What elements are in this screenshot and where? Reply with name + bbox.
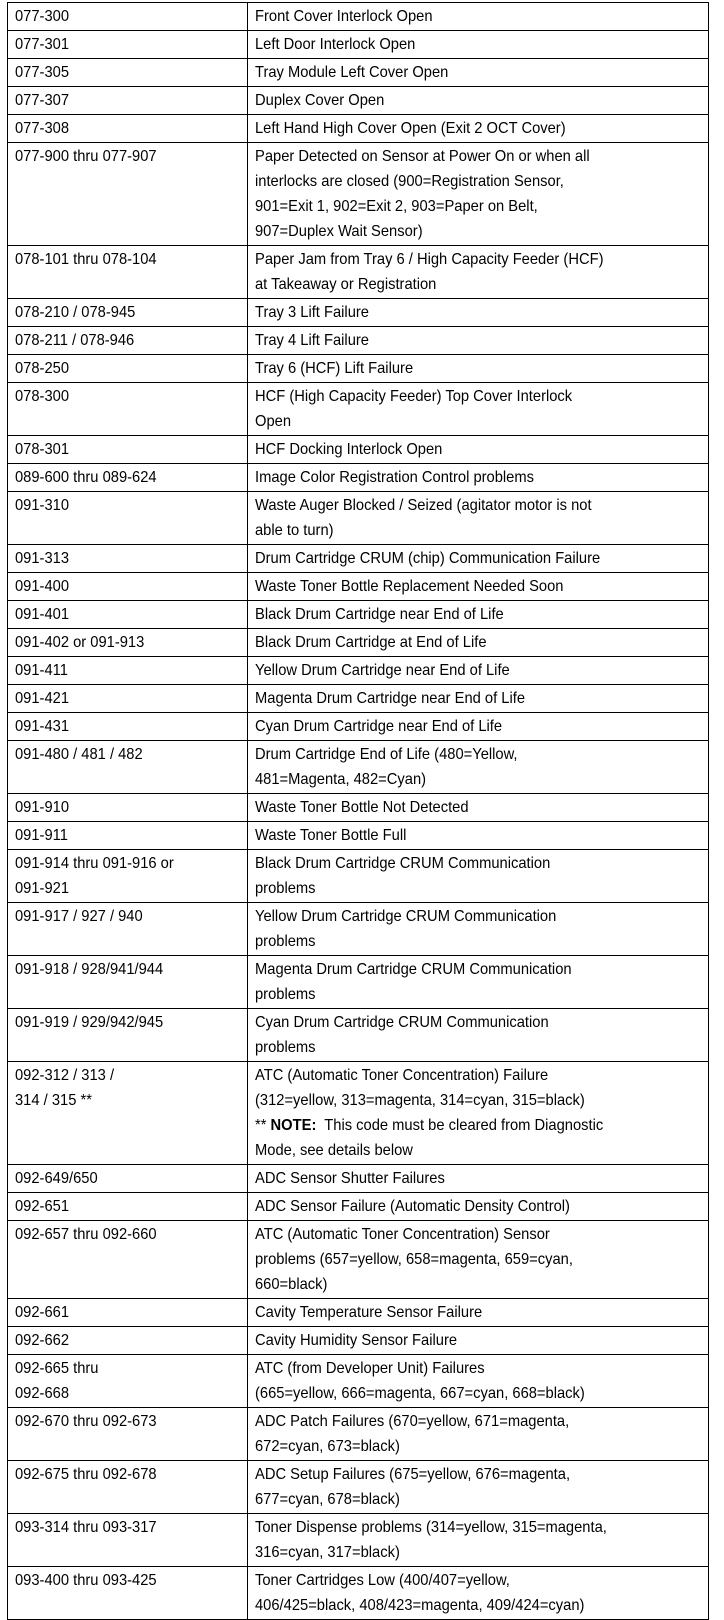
table-row [8,327,709,355]
table-row [8,713,709,741]
fault-code-cell [8,355,248,383]
fault-code-text: 091-431 [15,718,70,735]
fault-description-text: Magenta Drum Cartridge CRUM Communication [255,961,572,978]
fault-description-text: Tray 3 Lift Failure [255,304,369,321]
fault-code-cell [8,1567,248,1620]
fault-description-text: Toner Dispense problems (314=yellow, 315=magenta, [255,1519,607,1536]
fault-description-text: HCF Docking Interlock Open [255,441,443,458]
fault-description-text: Paper Detected on Sensor at Power On or when all [255,148,590,165]
table-row [8,1514,709,1567]
table-row [8,741,709,794]
fault-description-text: ATC (from Developer Unit) Failures [255,1360,485,1377]
fault-description-text: able to turn) [255,522,334,539]
fault-code-text: 093-314 thru 093-317 [15,1519,157,1536]
fault-description-cell [248,492,709,545]
fault-description-text: Cavity Humidity Sensor Failure [255,1332,458,1349]
note-label: NOTE: [270,1117,317,1134]
fault-description-text: Tray 6 (HCF) Lift Failure [255,360,414,377]
fault-code-cell [8,741,248,794]
fault-description-cell [248,713,709,741]
fault-description-text: at Takeaway or Registration [255,276,437,293]
table-row [8,573,709,601]
table-row [8,436,709,464]
fault-code-text: 314 / 315 ** [15,1092,92,1109]
fault-code-text: 093-400 thru 093-425 [15,1572,157,1589]
fault-code-cell [8,794,248,822]
fault-code-text: 092-651 [15,1198,70,1215]
fault-code-text: 091-421 [15,690,70,707]
fault-code-text: 092-675 thru 092-678 [15,1466,157,1483]
fault-description-cell [248,31,709,59]
fault-description-text: Waste Auger Blocked / Seized (agitator motor is not [255,497,592,514]
fault-description-cell [248,956,709,1009]
table-row [8,1408,709,1461]
fault-description-cell [248,1221,709,1299]
fault-description-cell [248,1514,709,1567]
table-row [8,601,709,629]
fault-code-text: 091-917 / 927 / 940 [15,908,143,925]
fault-code-text: 092-668 [15,1385,70,1402]
table-row [8,87,709,115]
fault-code-text: 091-911 [15,827,68,844]
fault-code-text: 077-301 [15,36,70,53]
note-line [255,1113,665,1138]
fault-description-cell [248,1193,709,1221]
note-text: This code must be cleared from Diagnostic [316,1117,604,1134]
table-row [8,143,709,246]
fault-description-text: Drum Cartridge CRUM (chip) Communication Failure [255,550,601,567]
fault-code-cell [8,657,248,685]
fault-code-cell [8,1355,248,1408]
table-row [8,1327,709,1355]
fault-description-cell [248,741,709,794]
fault-code-cell [8,59,248,87]
fault-code-text: 091-411 [15,662,68,679]
fault-code-cell [8,1299,248,1327]
fault-description-text: 660=black) [255,1276,328,1293]
fault-code-text: 078-301 [15,441,70,458]
fault-description-text: Tray 4 Lift Failure [255,332,369,349]
fault-code-text: 091-310 [15,497,70,514]
fault-code-cell [8,1408,248,1461]
fault-code-cell [8,903,248,956]
fault-description-text: problems [255,933,316,950]
fault-code-cell [8,822,248,850]
fault-description-text: 677=cyan, 678=black) [255,1491,400,1508]
fault-description-cell [248,327,709,355]
fault-code-text: 092-649/650 [15,1170,98,1187]
fault-description-cell [248,1355,709,1408]
fault-code-text: 091-401 [15,606,70,623]
table-row [8,956,709,1009]
fault-description-text: Black Drum Cartridge near End of Life [255,606,504,623]
fault-description-text: Left Hand High Cover Open (Exit 2 OCT Cover) [255,120,566,137]
fault-description-cell [248,115,709,143]
note-prefix: ** [255,1117,271,1134]
fault-description-cell [248,464,709,492]
table-row [8,1567,709,1620]
fault-description-text: Paper Jam from Tray 6 / High Capacity Feeder (HCF) [255,251,604,268]
fault-description-cell [248,1567,709,1620]
fault-description-cell [248,1009,709,1062]
fault-code-text: 091-921 [15,880,70,897]
fault-description-text: Toner Cartridges Low (400/407=yellow, [255,1572,510,1589]
fault-code-text: 091-313 [15,550,70,567]
table-row [8,246,709,299]
table-row [8,850,709,903]
fault-description-text: 901=Exit 1, 902=Exit 2, 903=Paper on Belt, [255,198,538,215]
fault-description-text: problems (657=yellow, 658=magenta, 659=cyan, [255,1251,573,1268]
fault-code-cell [8,1514,248,1567]
fault-code-cell [8,31,248,59]
fault-code-text: 091-914 thru 091-916 or [15,855,174,872]
fault-description-cell [248,3,709,31]
fault-code-cell [8,1009,248,1062]
fault-description-text: (665=yellow, 666=magenta, 667=cyan, 668=black) [255,1385,585,1402]
fault-code-text: 077-300 [15,8,70,25]
table-row [8,1221,709,1299]
table-row [8,903,709,956]
fault-description-text: Left Door Interlock Open [255,36,416,53]
fault-description-text: 907=Duplex Wait Sensor) [255,223,423,240]
fault-code-text: 089-600 thru 089-624 [15,469,157,486]
fault-code-text: 078-101 thru 078-104 [15,251,157,268]
fault-description-text: Cyan Drum Cartridge near End of Life [255,718,503,735]
fault-code-cell [8,492,248,545]
fault-code-cell [8,545,248,573]
fault-description-text: HCF (High Capacity Feeder) Top Cover Interlock [255,388,573,405]
table-row [8,794,709,822]
fault-code-cell [8,1461,248,1514]
fault-code-text: 077-307 [15,92,70,109]
fault-description-cell [248,850,709,903]
fault-code-text: 092-661 [15,1304,70,1321]
fault-description-text: Cyan Drum Cartridge CRUM Communication [255,1014,549,1031]
fault-code-text: 091-919 / 929/942/945 [15,1014,164,1031]
table-row [8,685,709,713]
fault-description-cell [248,436,709,464]
fault-description-text: Drum Cartridge End of Life (480=Yellow, [255,746,518,763]
fault-code-cell [8,87,248,115]
fault-description-cell [248,1408,709,1461]
fault-code-cell [8,1193,248,1221]
fault-code-text: 092-665 thru [15,1360,99,1377]
table-row [8,1062,709,1165]
fault-code-text: 078-300 [15,388,70,405]
fault-description-text: problems [255,880,316,897]
fault-code-cell [8,246,248,299]
fault-code-text: 091-918 / 928/941/944 [15,961,164,978]
fault-description-cell [248,903,709,956]
fault-description-text: Magenta Drum Cartridge near End of Life [255,690,526,707]
fault-code-cell [8,327,248,355]
table-row [8,1355,709,1408]
fault-description-text: ATC (Automatic Toner Concentration) Sensor [255,1226,550,1243]
fault-code-text: 077-900 thru 077-907 [15,148,157,165]
table-row [8,464,709,492]
fault-code-cell [8,1062,248,1165]
fault-description-text: Black Drum Cartridge CRUM Communication [255,855,551,872]
fault-description-text: ADC Sensor Failure (Automatic Density Control) [255,1198,570,1215]
fault-description-text: 316=cyan, 317=black) [255,1544,400,1561]
fault-description-cell [248,299,709,327]
fault-code-text: 077-308 [15,120,70,137]
fault-description-text: ADC Patch Failures (670=yellow, 671=magenta, [255,1413,570,1430]
fault-code-cell [8,573,248,601]
fault-code-cell [8,464,248,492]
fault-description-cell [248,87,709,115]
fault-code-cell [8,601,248,629]
fault-description-text: 481=Magenta, 482=Cyan) [255,771,427,788]
fault-description-cell [248,246,709,299]
fault-description-text: Tray Module Left Cover Open [255,64,449,81]
table-row [8,59,709,87]
table-row [8,115,709,143]
fault-description-text: (312=yellow, 313=magenta, 314=cyan, 315=black) [255,1092,585,1109]
fault-description-cell [248,545,709,573]
fault-code-text: 092-670 thru 092-673 [15,1413,157,1430]
fault-code-cell [8,383,248,436]
fault-code-cell [8,1327,248,1355]
fault-code-text: 092-312 / 313 / [15,1067,115,1084]
fault-code-cell [8,685,248,713]
table-row [8,1193,709,1221]
fault-description-text: Black Drum Cartridge at End of Life [255,634,487,651]
fault-description-text: 406/425=black, 408/423=magenta, 409/424=cyan) [255,1597,585,1614]
fault-description-cell [248,657,709,685]
table-row [8,629,709,657]
table-row [8,299,709,327]
fault-code-text: 092-657 thru 092-660 [15,1226,157,1243]
fault-description-cell [248,1165,709,1193]
fault-code-cell [8,629,248,657]
fault-description-text: Waste Toner Bottle Full [255,827,407,844]
fault-description-cell [248,383,709,436]
fault-description-text: Waste Toner Bottle Replacement Needed Soon [255,578,564,595]
fault-code-cell [8,143,248,246]
fault-description-cell [248,1299,709,1327]
fault-description-text: Open [255,413,292,430]
fault-description-cell [248,822,709,850]
fault-code-cell [8,1221,248,1299]
fault-code-cell [8,299,248,327]
fault-code-text: 078-250 [15,360,70,377]
fault-description-cell [248,1062,709,1165]
fault-description-text: Front Cover Interlock Open [255,8,433,25]
fault-code-table-body [8,3,709,1620]
fault-description-text: Waste Toner Bottle Not Detected [255,799,469,816]
fault-code-text: 078-210 / 078-945 [15,304,136,321]
fault-description-cell [248,143,709,246]
fault-description-text: ATC (Automatic Toner Concentration) Failure [255,1067,549,1084]
table-row [8,1461,709,1514]
table-row [8,1299,709,1327]
table-row [8,383,709,436]
fault-description-cell [248,794,709,822]
fault-description-cell [248,59,709,87]
table-row [8,31,709,59]
table-row [8,657,709,685]
fault-description-text: interlocks are closed (900=Registration Sensor, [255,173,564,190]
fault-description-text: Yellow Drum Cartridge near End of Life [255,662,510,679]
fault-description-text: ADC Setup Failures (675=yellow, 676=magenta, [255,1466,571,1483]
fault-code-text: 091-400 [15,578,70,595]
fault-code-text: 077-305 [15,64,70,81]
table-row [8,1009,709,1062]
note-text-continued: Mode, see details below [255,1142,413,1159]
fault-description-cell [248,629,709,657]
fault-code-cell [8,713,248,741]
fault-code-text: 092-662 [15,1332,70,1349]
fault-description-text: Yellow Drum Cartridge CRUM Communication [255,908,557,925]
table-row [8,3,709,31]
fault-code-cell [8,436,248,464]
table-row [8,822,709,850]
fault-description-text: Duplex Cover Open [255,92,385,109]
fault-code-cell [8,850,248,903]
fault-code-table-container [7,2,708,1620]
fault-code-cell [8,3,248,31]
fault-description-text: problems [255,986,316,1003]
table-row [8,492,709,545]
fault-description-text: problems [255,1039,316,1056]
table-row [8,355,709,383]
fault-description-cell [248,355,709,383]
table-row [8,545,709,573]
fault-description-text: Image Color Registration Control problems [255,469,534,486]
fault-code-cell [8,115,248,143]
fault-code-text: 078-211 / 078-946 [15,332,135,349]
fault-code-text: 091-402 or 091-913 [15,634,145,651]
fault-description-cell [248,685,709,713]
fault-code-cell [8,1165,248,1193]
fault-code-table [7,2,709,1620]
fault-code-cell [8,956,248,1009]
fault-description-cell [248,573,709,601]
fault-description-text: 672=cyan, 673=black) [255,1438,400,1455]
fault-description-cell [248,1461,709,1514]
fault-description-cell [248,1327,709,1355]
table-row [8,1165,709,1193]
fault-code-text: 091-910 [15,799,70,816]
fault-description-cell [248,601,709,629]
fault-code-text: 091-480 / 481 / 482 [15,746,143,763]
fault-description-text: ADC Sensor Shutter Failures [255,1170,445,1187]
fault-description-text: Cavity Temperature Sensor Failure [255,1304,483,1321]
